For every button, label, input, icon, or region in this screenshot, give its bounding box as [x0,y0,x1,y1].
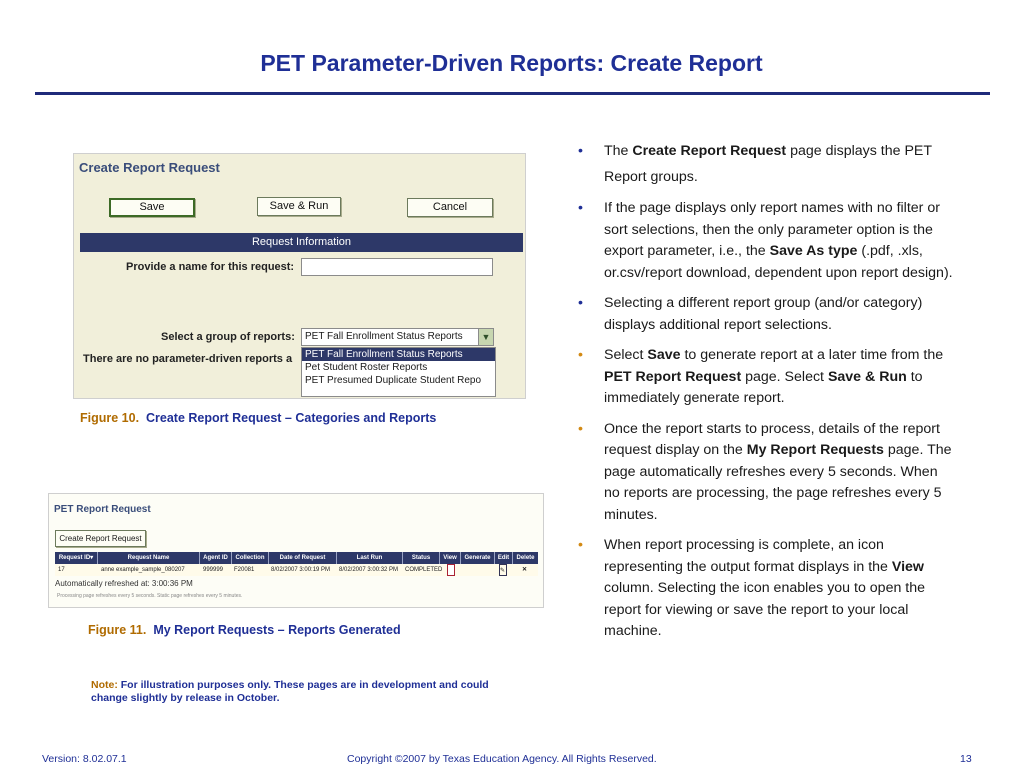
report-group-options[interactable] [301,347,496,397]
bullet-view-column: • When report processing is complete, an icon representing the output format displays in the View column. Selecting the icon enables you to open the report for viewing or save the report to your local machine. [578,537,926,639]
explanation-bullets [578,138,953,643]
cancel-button[interactable]: Cancel [407,198,493,217]
date-of-request-cell: 8/02/2007 3:00:19 PM [271,567,331,573]
pet-report-request-screenshot [48,493,544,608]
request-id-cell: 17 [58,567,65,573]
column-header[interactable]: Collection [232,552,269,564]
request-name-input[interactable] [301,258,493,276]
report-group-option[interactable]: PET Fall Enrollment Status Reports [302,348,495,361]
column-header[interactable]: Generate [461,552,495,564]
report-group-option[interactable]: PET Presumed Duplicate Student Repo [305,375,482,386]
report-group-option[interactable]: Pet Student Roster Reports [305,362,428,373]
title-divider [35,92,990,95]
report-group-selected-value: PET Fall Enrollment Status Reports [305,331,463,342]
table-row [55,564,538,576]
create-report-request-screenshot [73,153,526,399]
version-text: Version: 8.02.07.1 [42,753,127,765]
agent-id-cell: 999999 [203,567,224,573]
save-button[interactable]: Save [109,198,195,217]
note-label: Note: [91,679,118,691]
figure-10-label: Figure 10. [80,411,140,425]
column-header[interactable]: Request ID▾ [55,552,98,564]
request-information-header: Request Information [80,233,523,252]
request-name-label: Provide a name for this request: [126,261,295,273]
bullet-save-as-type: • If the page displays only report names with no filter or sort selections, then the only parameter option is the export parameter, i.e., the Save As type (.pdf, .xls, or.csv/report download, dependent upon report design). [578,200,953,281]
column-header[interactable]: Date of Request [269,552,337,564]
refresh-policy-note: Processing page refreshes every 5 seconds. Static page refreshes every 5 minutes. [57,593,243,599]
column-header[interactable]: Status [403,552,440,564]
report-group-label: Select a group of reports: [161,331,295,343]
save-and-run-button[interactable]: Save & Run [257,197,341,216]
illustration-note [91,679,491,705]
figure-11-label: Figure 11. [88,623,147,637]
create-report-request-title: Create Report Request [79,160,220,175]
bullet-create-report-request: • The Create Report Request page displays the PET Report groups. [578,143,932,185]
figure-10-text: Create Report Request – Categories and Reports [146,411,437,425]
collection-cell: F20081 [234,567,255,573]
create-report-request-button[interactable]: Create Report Request [55,530,146,547]
requests-table-header [55,552,538,564]
figure-11-caption [88,623,401,637]
column-header[interactable]: Request Name [98,552,200,564]
bullet-bold-term: Create Report Request [632,143,787,159]
copyright-text: Copyright ©2007 by Texas Education Agency. All Rights Reserved. [347,753,657,765]
last-run-cell: 8/02/2007 3:00:32 PM [339,567,399,573]
bullet-bold-term: Save As type [769,243,858,259]
column-header[interactable]: Agent ID [200,552,232,564]
pet-report-request-title: PET Report Request [54,504,151,515]
page-number: 13 [960,753,972,765]
request-name-cell: anne example_sample_080207 [101,567,185,573]
figure-11-text: My Report Requests – Reports Generated [153,623,401,637]
column-header[interactable]: Last Run [337,552,403,564]
status-cell: COMPLETED [405,567,443,573]
no-reports-message: There are no parameter-driven reports a [83,353,293,365]
delete-icon[interactable]: ✕ [522,567,528,573]
edit-icon[interactable]: ✎ [499,564,507,576]
column-header[interactable]: Edit [495,552,513,564]
pdf-view-icon[interactable] [447,564,455,576]
note-text: For illustration purposes only. These pages are in development and could change slightly by release in October. [91,679,489,704]
bullet-save-and-run: • Select Save to generate report at a later time from the PET Report Request page. Select Save & Run to immediately generate report. [578,347,944,406]
bullet-my-report-requests: • Once the report starts to process, details of the report request display on the My Report Requests page. The page automatically refreshes every 5 seconds. When no reports are processing, the page refreshes every 5 minutes. [578,420,952,523]
slide-title: PET Parameter-Driven Reports: Create Report [260,50,763,76]
report-group-select[interactable] [301,328,494,346]
figure-10-caption [80,411,436,425]
column-header[interactable]: View [440,552,461,564]
bullet-report-group: • Selecting a different report group (and/or category) displays additional report selections. [578,295,923,333]
chevron-down-icon[interactable]: ▼ [478,329,493,345]
column-header[interactable]: Delete [516,555,535,561]
auto-refresh-text: Automatically refreshed at: 3:00:36 PM [55,579,193,588]
